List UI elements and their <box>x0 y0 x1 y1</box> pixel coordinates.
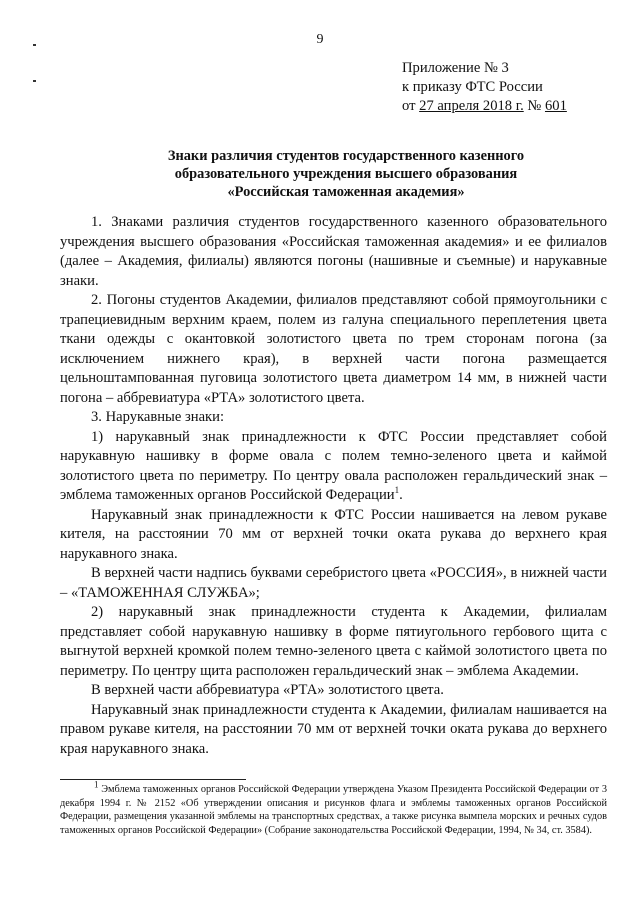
order-date: 27 апреля 2018 г. <box>419 98 524 114</box>
paragraph: 2) нарукавный знак принадлежности студента к Академии, филиалам представляет собой нарукавную нашивку в форме пятиугольного гербового щита с выгнутой верхней кромкой полем темно-зеленого цвета с каймой золотистого цвета по периметру. По центру щита расположен геральдический знак – эмблема Академии. <box>60 604 607 679</box>
scan-mark <box>33 80 36 82</box>
paragraph-text: 1) нарукавный знак принадлежности к ФТС России представляет собой нарукавную нашивку в форме овала с полем темно-зеленого цвета и каймой золотистого цвета по периметру. По центру овала расположен геральдический знак – эмблема таможенных органов Российской Федерации <box>60 428 607 503</box>
title-line: образовательного учреждения высшего образования <box>174 166 518 182</box>
paragraph: В верхней части надпись буквами серебристого цвета «РОССИЯ», в нижней части – «ТАМОЖЕННАЯ СЛУЖБА»; <box>60 565 607 601</box>
footnote-text: Эмблема таможенных органов Российской Федерации утверждена Указом Президента Российской Федерации от 3 декабря 1994 г. № 2152 «Об утверждении описания и рисунков флага и эмблемы таможенных органов Российской Федерации, размещения указанной эмблемы на транспортных средствах, а также рисунка вымпела морских и речных судов таможенных органов Российской Федерации» (Собрание законодательства Российской Федерации, 1994, № 34, ст. 3584). <box>60 784 607 836</box>
appendix-prefix: от <box>402 98 420 114</box>
paragraph: Нарукавный знак принадлежности студента к Академии, филиалам нашивается на правом рукаве кителя, на расстоянии 70 мм от верхней точки оката рукава до верхнего края нарукавного знака. <box>60 701 607 757</box>
appendix-line <box>402 97 567 116</box>
paragraph-end: . <box>399 487 403 503</box>
paragraph: В верхней части аббревиатура «РТА» золотистого цвета. <box>91 682 444 698</box>
page-number: 9 <box>316 32 324 47</box>
scan-mark <box>33 44 36 46</box>
footnote <box>60 779 607 837</box>
appendix-sep: № <box>523 98 545 114</box>
order-number: 601 <box>544 98 567 114</box>
footnote-marker: 1 <box>94 779 99 790</box>
footnote-ref: 1 <box>394 485 400 496</box>
paragraph: 3. Нарукавные знаки: <box>91 409 224 425</box>
paragraph: 1. Знаками различия студентов государственного казенного образовательного учреждения высшего образования «Российская таможенная академия» и ее филиалов (далее – Академия, филиалы) являются погоны (нашивные и съемные) и нарукавные знаки. <box>60 214 607 289</box>
paragraph: 2. Погоны студентов Академии, филиалов представляют собой прямоугольники с трапециевидным верхним краем, полем из галуна специального переплетения цвета ткани одежды с окантовкой золотистого цвета по трем сторонам погона (за исключением нижнего края), в верхней части погона размещается цельноштампованная пуговица золотистого цвета диаметром 14 мм, в нижней части погона – аббревиатура «РТА» золотистого цвета. <box>60 292 607 406</box>
paragraph <box>60 428 607 506</box>
footnote-divider <box>60 779 246 780</box>
appendix-block <box>402 59 567 116</box>
document-title <box>60 147 632 201</box>
paragraph: Нарукавный знак принадлежности к ФТС России нашивается на левом рукаве кителя, на расстоянии 70 мм от верхней точки оката рукава до верхнего края нарукавного знака. <box>60 506 607 562</box>
title-line: «Российская таможенная академия» <box>227 184 465 200</box>
title-line: Знаки различия студентов государственного казенного <box>167 148 525 164</box>
appendix-line: Приложение № 3 <box>402 60 509 76</box>
appendix-line: к приказу ФТС России <box>402 79 543 95</box>
document-body <box>60 213 607 759</box>
